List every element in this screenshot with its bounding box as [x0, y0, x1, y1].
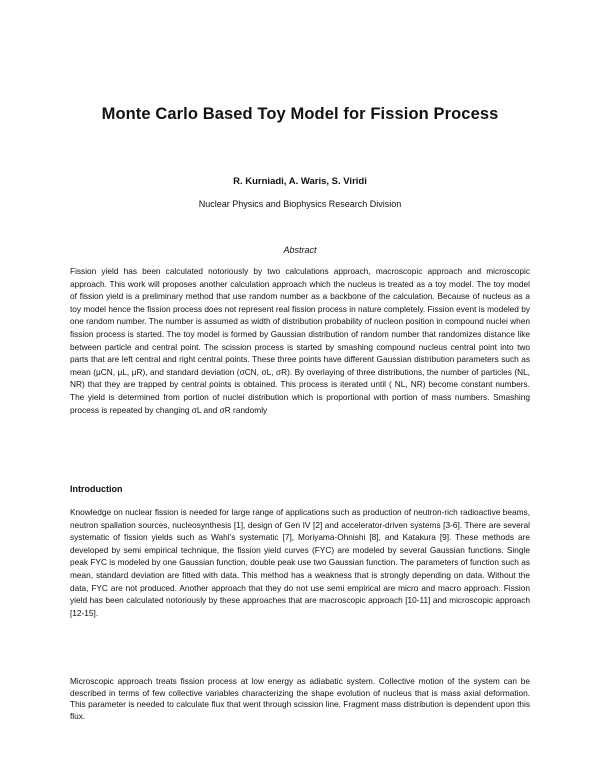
- paper-title: Monte Carlo Based Toy Model for Fission Process: [101, 105, 499, 123]
- introduction-paragraph-2: Microscopic approach treats fission process at low energy as adiabatic system. Collective motion of the system can be described in terms of few collective variables characterizing the shape evolution of nucleus that is mass axial deformation. This parameter is needed to calculate flux that went through scission line. Fragment mass distribution is dependent upon this flux.: [70, 676, 530, 721]
- abstract-heading: Abstract: [283, 245, 317, 255]
- introduction-paragraph-1: Knowledge on nuclear fission is needed for large range of applications such as production of neutron-rich radioactive beams, neutron spallation sources, nucleosynthesis [1], design of Gen IV [2] and accelerator-driven systems [3-6]. There are several systematic of fission yields such as Wahl’s systematic [7], Moriyama-Ohnishi [8], and Katakura [9]. These methods are developed by semi empirical technique, the fission yield curves (FYC) are modeled by several Gaussian functions. Single peak FYC is modeled by one Gaussian function, double peak use two Gaussian function. The parameters of function such as mean, standard deviation are fitted with data. This method has a weakness that is strongly depending on data. Without the data, FYC are not produced. Another approach that they do not use semi empirical are micro and macro approach. Fission yield has been calculated notoriously by these approaches that are macroscopic approach [10-11] and microscopic approach [12-15].: [70, 507, 530, 618]
- affiliation: Nuclear Physics and Biophysics Research Division: [198, 199, 402, 209]
- author-list: R. Kurniadi, A. Waris, S. Viridi: [233, 176, 367, 187]
- abstract-text: Fission yield has been calculated notoriously by two calculations approach, macroscopic approach and microscopic approach. This work will proposes another calculation approach which the nucleus is treated as a toy model. The toy model of fission yield is a preliminary method that use random number as a backbone of the calculation. Because of nucleus as a toy model hence the fission process does not represent real fission process in nature completely. Fission event is modeled by one random number. The number is assumed as width of distribution probability of nucleon position in compound nuclei when fission process is started. The toy model is formed by Gaussian distribution of random number that randomizes distance like between particle and central point. The scission process is started by smashing compound nucleus central point into two parts that are left central and right central points. These three points have different Gaussian distribution parameters such as mean (μCN, μL, μR), and standard deviation (σCN, σL, σR). By overlaying of three distributions, the number of particles (NL, NR) that they are trapped by central points is obtained. This process is iterated until ( NL, NR) become constant numbers. The yield is determined from portion of nuclei distribution which is proportional with portion of mass numbers. Smashing process is repeated by changing σL and σR randomly: [70, 266, 530, 415]
- introduction-heading: Introduction: [70, 484, 123, 494]
